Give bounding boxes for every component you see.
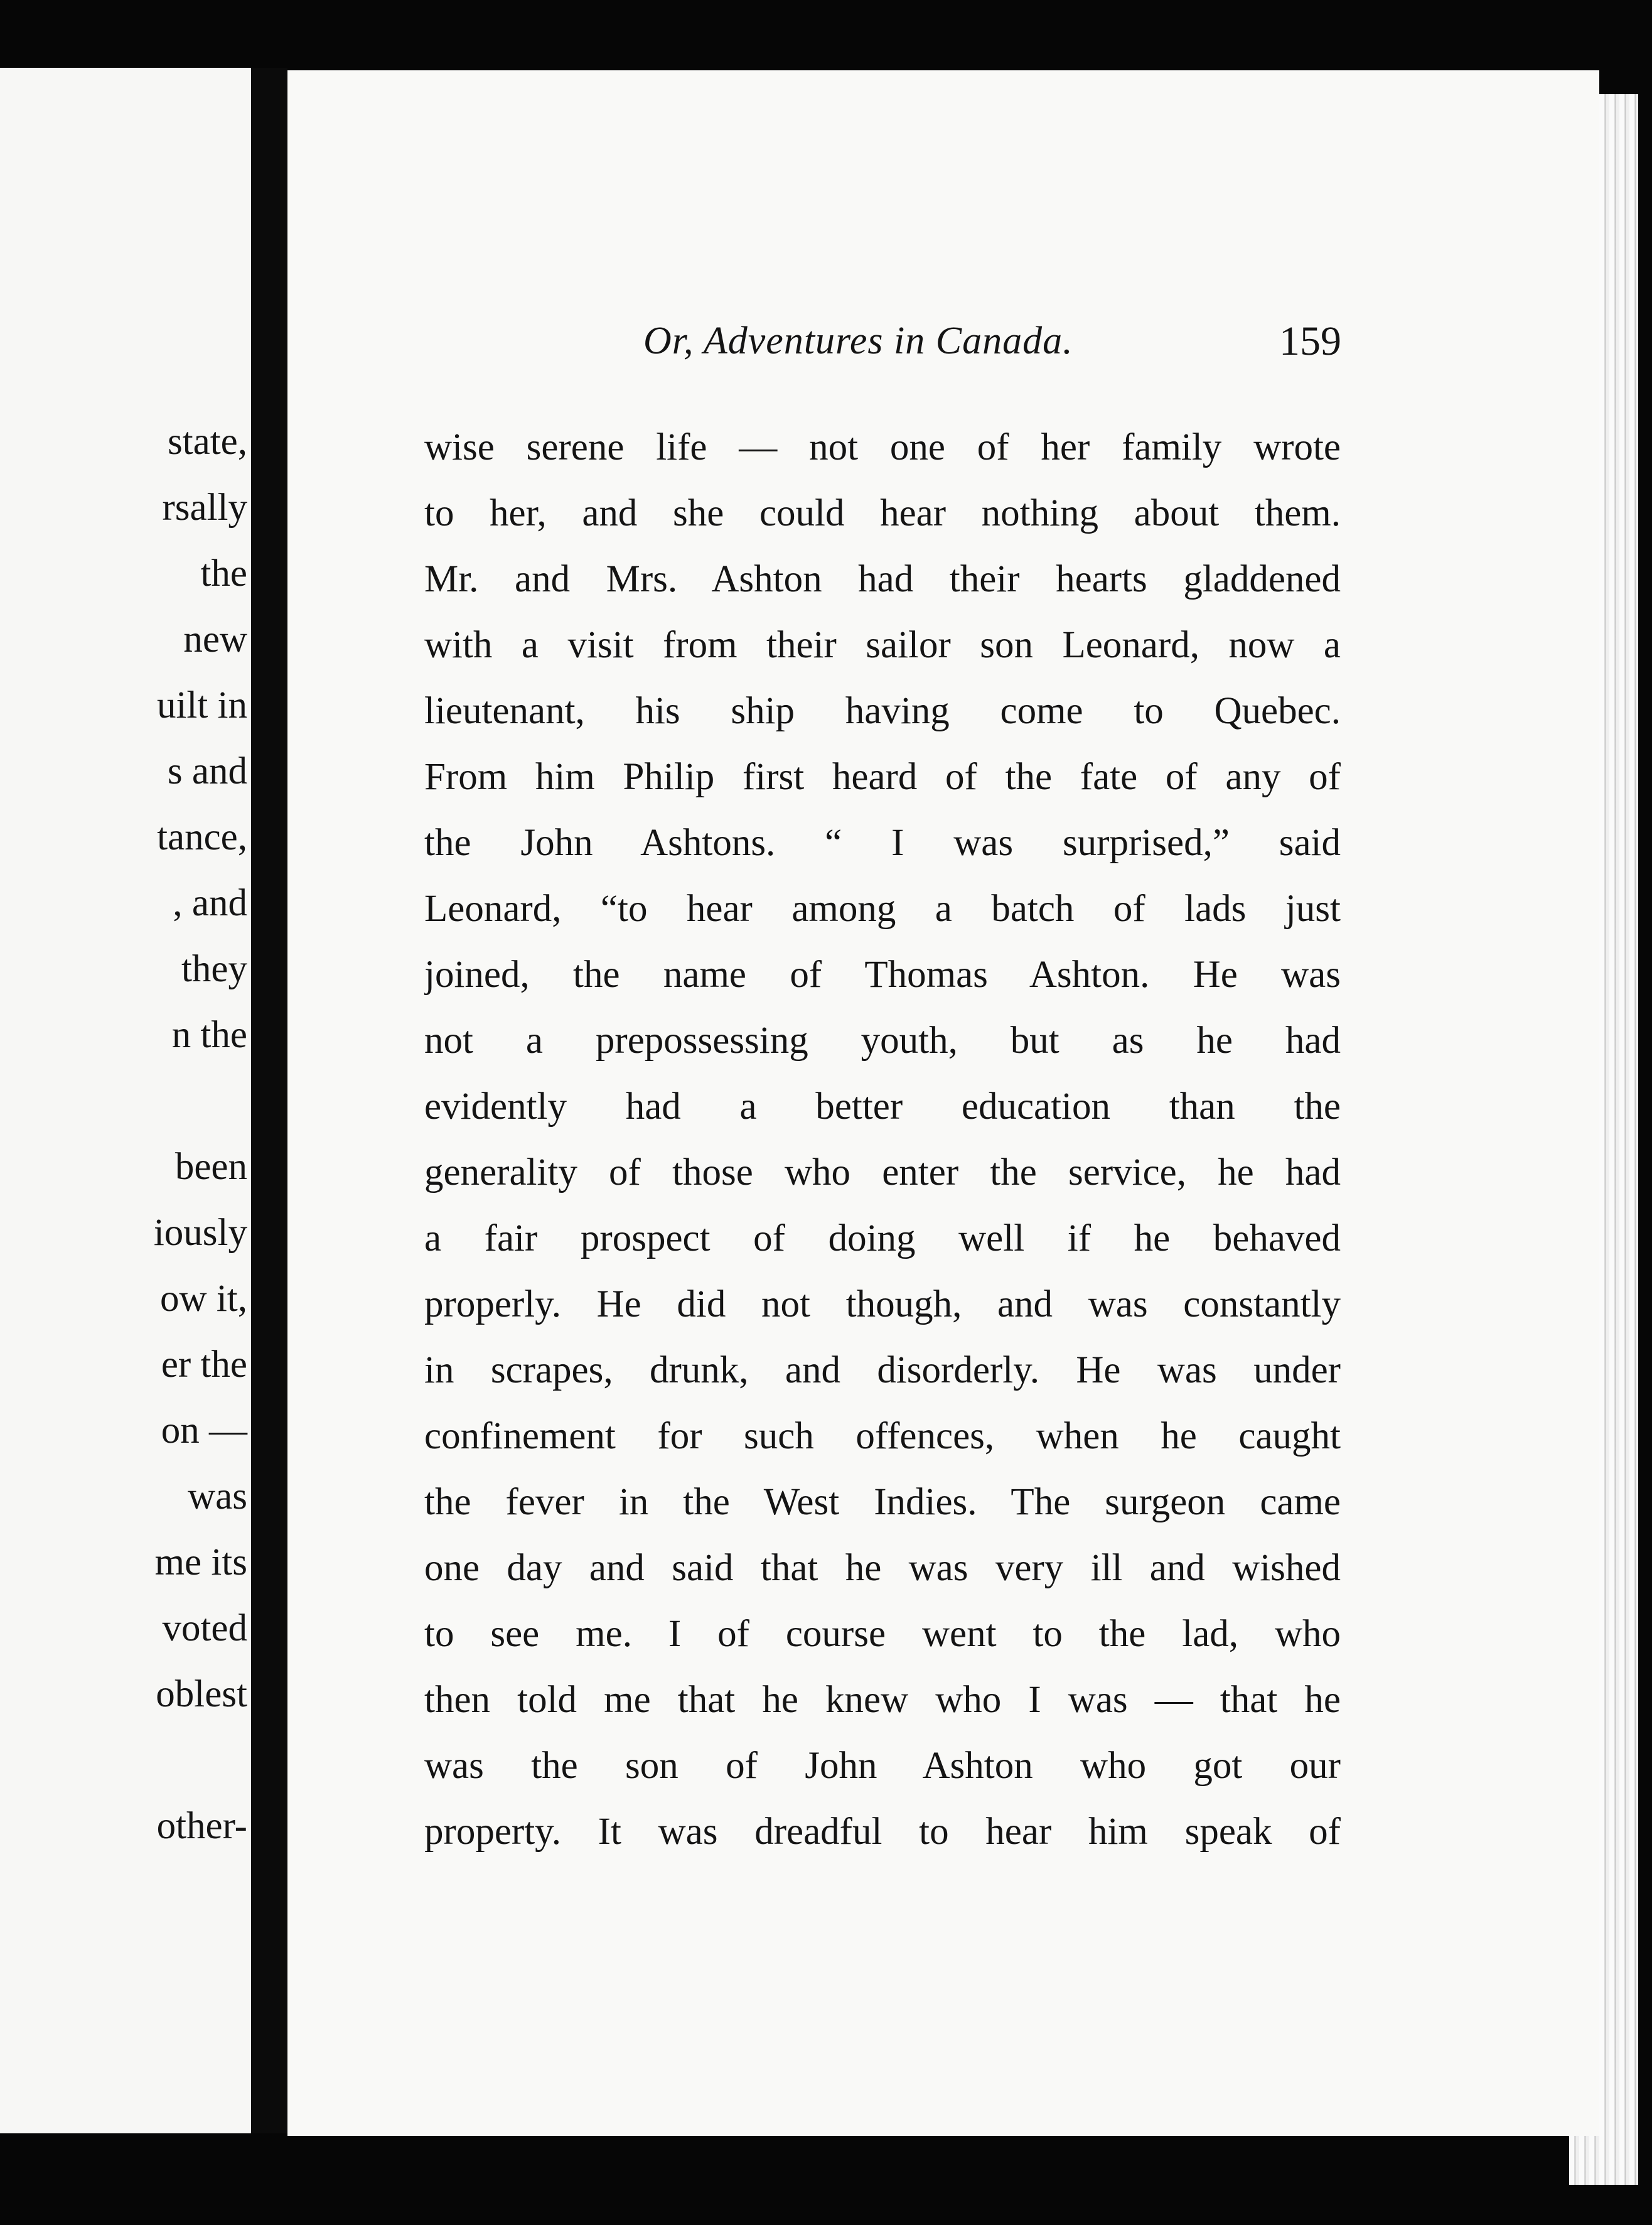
body-line: a fair prospect of doing well if he behaved <box>424 1217 1341 1259</box>
left-page-line: me its <box>154 1541 247 1583</box>
left-page-line: been <box>174 1146 247 1188</box>
body-line: to her, and she could hear nothing about them. <box>424 492 1341 534</box>
body-line: with a visit from their sailor son Leonard, now a <box>424 624 1341 666</box>
body-text <box>424 414 1341 1865</box>
left-page-line: ow it, <box>160 1278 247 1320</box>
body-line: generality of those who enter the service, he had <box>424 1151 1341 1193</box>
body-line: not a prepossessing youth, but as he had <box>424 1020 1341 1062</box>
left-page-line: other- <box>156 1805 247 1847</box>
body-line: in scrapes, drunk, and disorderly. He was under <box>424 1349 1341 1391</box>
left-page-line: oblest <box>156 1673 247 1715</box>
left-page-line: they <box>181 948 247 990</box>
body-line: then told me that he knew who I was — that he <box>424 1679 1341 1721</box>
body-line: to see me. I of course went to the lad, who <box>424 1613 1341 1655</box>
body-line: property. It was dreadful to hear him speak of <box>424 1811 1341 1853</box>
left-page-line: er the <box>161 1344 247 1386</box>
left-page-line: s and <box>167 750 247 792</box>
body-line: was the son of John Ashton who got our <box>424 1745 1341 1787</box>
running-head-title: Or, Adventures in Canada. <box>643 320 1073 362</box>
body-line: wise serene life — not one of her family wrote <box>424 426 1341 468</box>
page-number: 159 <box>1279 318 1341 364</box>
body-line: the John Ashtons. “ I was surprised,” said <box>424 822 1341 864</box>
left-page-line: tance, <box>157 816 247 858</box>
body-line: From him Philip first heard of the fate of any of <box>424 756 1341 798</box>
body-line: confinement for such offences, when he caught <box>424 1415 1341 1457</box>
left-page-line: was <box>188 1475 247 1517</box>
left-page-line: , and <box>173 882 247 924</box>
body-line: one day and said that he was very ill and wished <box>424 1547 1341 1589</box>
body-line: joined, the name of Thomas Ashton. He was <box>424 954 1341 996</box>
left-page-line: uilt in <box>156 684 247 726</box>
body-line: Mr. and Mrs. Ashton had their hearts gladdened <box>424 558 1341 600</box>
left-page-line: iously <box>153 1212 247 1254</box>
body-line: properly. He did not though, and was constantly <box>424 1283 1341 1325</box>
body-line: the fever in the West Indies. The surgeon came <box>424 1481 1341 1523</box>
left-page-line: new <box>183 618 247 660</box>
left-page-line: voted <box>162 1607 247 1649</box>
left-facing-page <box>0 68 251 2133</box>
left-page-line: the <box>200 552 247 595</box>
body-line: lieutenant, his ship having come to Quebec. <box>424 690 1341 732</box>
book-gutter <box>251 68 287 2133</box>
left-page-line: state, <box>167 421 247 463</box>
left-page-line: rsally <box>162 487 247 529</box>
body-line: evidently had a better education than the <box>424 1086 1341 1128</box>
left-page-line: on — <box>161 1409 247 1452</box>
left-page-line: n the <box>171 1014 247 1056</box>
body-line: Leonard, “to hear among a batch of lads just <box>424 888 1341 930</box>
